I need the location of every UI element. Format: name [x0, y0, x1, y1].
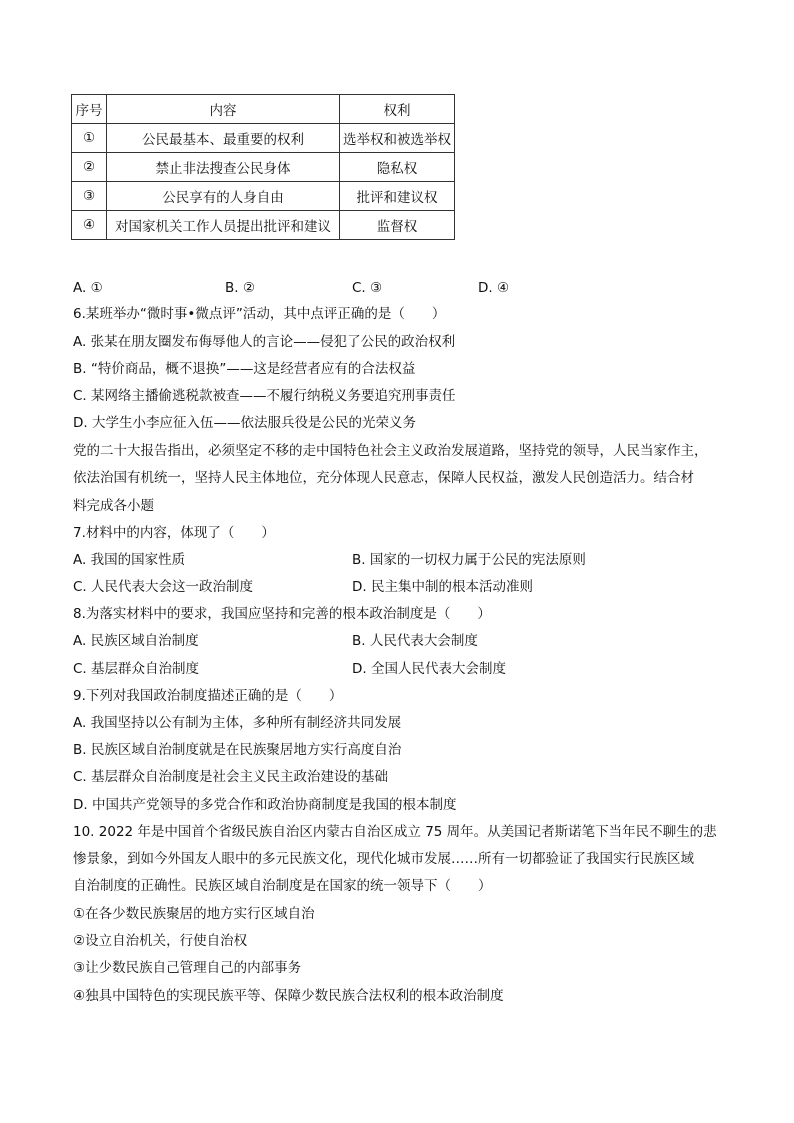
row-number: ④	[72, 211, 107, 240]
q8-option-b: B. 人民代表大会制度	[352, 633, 478, 649]
q10-item-2: ②设立自治机关，行使自治权	[73, 933, 248, 949]
q9-option-d: D. 中国共产党领导的多党合作和政治协商制度是我国的根本制度	[73, 797, 457, 813]
q7-option-b: B. 国家的一切权力属于公民的宪法原则	[352, 552, 586, 568]
material-line-1: 党的二十大报告指出，必须坚定不移的走中国特色社会主义政治发展道路，坚持党的领导，人民当家作主，	[73, 443, 708, 459]
q5-option-d: D. ④	[478, 280, 510, 296]
q10-item-3: ③让少数民族自己管理自己的内部事务	[73, 960, 302, 976]
table-header-row	[72, 95, 455, 124]
row-right: 选举权和被选举权	[340, 124, 455, 153]
row-content: 对国家机关工作人员提出批评和建议	[107, 211, 340, 240]
q5-option-b: B. ②	[225, 280, 255, 296]
q6-option-b: B. “特价商品，概不退换”——这是经营者应有的合法权益	[73, 361, 416, 377]
header-cell-right: 权利	[340, 95, 455, 124]
q6-stem: 6.某班举办“微时事•微点评”活动，其中点评正确的是（ ）	[73, 306, 446, 322]
row-number: ③	[72, 182, 107, 211]
row-right: 批评和建议权	[340, 182, 455, 211]
q5-option-c: C. ③	[352, 280, 383, 296]
q9-option-c: C. 基层群众自治制度是社会主义民主政治建设的基础	[73, 769, 389, 785]
q7-option-c: C. 人民代表大会这一政治制度	[73, 579, 254, 595]
material-line-2: 依法治国有机统一，坚持人民主体地位，充分体现人民意志，保障人民权益，激发人民创造活力。结合材	[73, 470, 694, 486]
row-content: 禁止非法搜查公民身体	[107, 153, 340, 182]
rights-table	[71, 94, 455, 240]
q9-option-b: B. 民族区域自治制度就是在民族聚居地方实行高度自治	[73, 742, 402, 758]
header-cell-number: 序号	[72, 95, 107, 124]
row-content: 公民最基本、最重要的权利	[107, 124, 340, 153]
row-right: 监督权	[340, 211, 455, 240]
q8-option-d: D. 全国人民代表大会制度	[352, 661, 506, 677]
q8-stem: 8.为落实材料中的要求，我国应坚持和完善的根本政治制度是（ ）	[73, 606, 491, 622]
q6-option-d: D. 大学生小李应征入伍——依法服兵役是公民的光荣义务	[73, 415, 416, 431]
q6-option-c: C. 某网络主播偷逃税款被查——不履行纳税义务要追究刑事责任	[73, 388, 456, 404]
row-content: 公民享有的人身自由	[107, 182, 340, 211]
q7-option-d: D. 民主集中制的根本活动准则	[352, 579, 533, 595]
row-number: ①	[72, 124, 107, 153]
q8-option-c: C. 基层群众自治制度	[73, 661, 200, 677]
q10-stem-line-1: 10. 2022 年是中国首个省级民族自治区内蒙古自治区成立 75 周年。从美国记者斯诺笔下当年民不聊生的悲	[73, 824, 717, 840]
material-line-3: 料完成各小题	[73, 498, 154, 514]
q10-item-4: ④独具中国特色的实现民族平等、保障少数民族合法权利的根本政治制度	[73, 988, 504, 1004]
row-number: ②	[72, 153, 107, 182]
table-row	[72, 182, 455, 211]
q10-stem-line-2: 惨景象，到如今外国友人眼中的多元民族文化，现代化城市发展……所有一切都验证了我国实行民族区域	[73, 851, 694, 867]
table-row	[72, 124, 455, 153]
q10-stem-line-3: 自治制度的正确性。民族区域自治制度是在国家的统一领导下（ ）	[73, 878, 492, 894]
q7-stem: 7.材料中的内容，体现了（ ）	[73, 525, 275, 541]
row-right: 隐私权	[340, 153, 455, 182]
q5-option-a: A. ①	[73, 280, 103, 296]
table-row	[72, 211, 455, 240]
table-row	[72, 153, 455, 182]
q9-option-a: A. 我国坚持以公有制为主体，多种所有制经济共同发展	[73, 715, 402, 731]
header-cell-content: 内容	[107, 95, 340, 124]
q8-option-a: A. 民族区域自治制度	[73, 633, 199, 649]
q9-stem: 9.下列对我国政治制度描述正确的是（ ）	[73, 688, 343, 704]
q6-option-a: A. 张某在朋友圈发布侮辱他人的言论——侵犯了公民的政治权利	[73, 334, 456, 350]
q7-option-a: A. 我国的国家性质	[73, 552, 186, 568]
q10-item-1: ①在各少数民族聚居的地方实行区域自治	[73, 906, 315, 922]
